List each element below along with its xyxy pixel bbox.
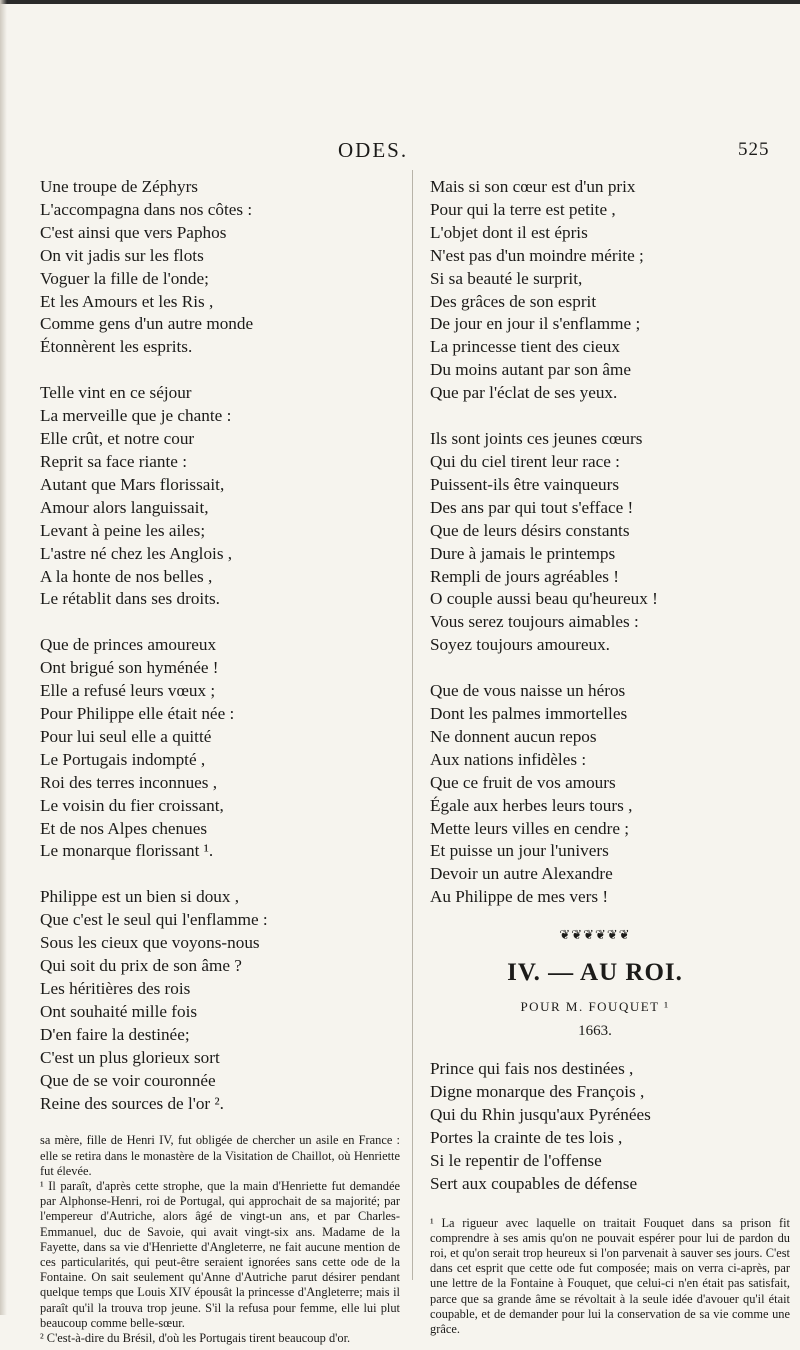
verse-line: O couple aussi beau qu'heureux ! <box>430 589 658 609</box>
right-footnotes <box>430 1216 790 1338</box>
verse-line: Devoir un autre Alexandre <box>430 864 613 884</box>
verse-line: Qui soit du prix de son âme ? <box>40 956 242 976</box>
verse-line: Que de vous naisse un héros <box>430 681 626 701</box>
verse-line: Si le repentir de l'offense <box>430 1150 602 1170</box>
verse-line: Aux nations infidèles : <box>430 749 587 769</box>
verse-line: Puissent-ils être vainqueurs <box>430 474 620 494</box>
verse-line: Soyez toujours amoureux. <box>430 635 610 655</box>
verse-line: Dont les palmes immortelles <box>430 704 628 724</box>
stanza <box>430 1058 795 1195</box>
verse-line: Les héritières des rois <box>40 979 191 998</box>
stanza-gap <box>40 863 405 886</box>
left-verses <box>40 176 405 1115</box>
verse-line: Voguer la fille de l'onde; <box>40 268 209 288</box>
verse-line: On vit jadis sur les flots <box>40 245 204 265</box>
verse-line: De jour en jour il s'enflamme ; <box>430 314 641 334</box>
verse-line: Mais si son cœur est d'un prix <box>430 177 636 196</box>
verse-line: N'est pas d'un moindre mérite ; <box>430 245 644 265</box>
verse-line: Si sa beauté le surprit, <box>430 268 583 288</box>
fleuron-ornament: ❦❦❦❦❦❦ <box>559 927 631 943</box>
verse-line: Levant à peine les ailes; <box>40 520 206 540</box>
stanza <box>40 634 405 863</box>
stanza-gap <box>40 611 405 634</box>
section-dedication: POUR M. FOUQUET ¹ <box>520 999 670 1015</box>
verse-line: Et de nos Alpes chenues <box>40 818 208 838</box>
ode-opening-verses <box>430 1058 795 1195</box>
verse-line: C'est ainsi que vers Paphos <box>40 222 227 242</box>
verse-line: Amour alors languissait, <box>40 497 209 517</box>
stanza-gap <box>430 657 795 680</box>
stanza <box>430 680 795 909</box>
verse-line: Que c'est le seul qui l'enflamme : <box>40 910 268 930</box>
verse-line: Prince qui fais nos destinées , <box>430 1059 634 1079</box>
verse-line: Des grâces de son esprit <box>430 291 597 311</box>
verse-line: Ont brigué son hyménée ! <box>40 658 219 678</box>
section-year: 1663. <box>578 1023 612 1040</box>
verse-line: Philippe est un bien si doux , <box>40 887 240 907</box>
verse-line: Que de se voir couronnée <box>40 1070 216 1090</box>
verse-line: Le monarque florissant ¹. <box>40 841 214 861</box>
verse-line: Une troupe de Zéphyrs <box>40 177 198 196</box>
verse-line: Ne donnent aucun repos <box>430 726 597 746</box>
verse-line: D'en faire la destinée; <box>40 1024 190 1044</box>
verse-line: Que par l'éclat de ses yeux. <box>430 383 618 403</box>
verse-line: Qui du Rhin jusqu'aux Pyrénées <box>430 1105 651 1124</box>
verse-line: Sert aux coupables de défense <box>430 1173 638 1193</box>
verse-line: Que ce fruit de vos amours <box>430 772 616 792</box>
verse-line: Le Portugais indompté , <box>40 749 206 769</box>
verse-line: Le rétablit dans ses droits. <box>40 589 220 609</box>
verse-line: Et les Amours et les Ris , <box>40 291 214 311</box>
left-footnotes <box>40 1133 400 1346</box>
verse-line: Au Philippe de mes vers ! <box>430 887 609 907</box>
verse-line: Rempli de jours agréables ! <box>430 566 620 586</box>
verse-line: Égale aux herbes leurs tours , <box>430 795 633 815</box>
verse-line: Que de leurs désirs constants <box>430 520 630 540</box>
verse-line: Et puisse un jour l'univers <box>430 841 609 861</box>
left-column <box>40 176 405 1346</box>
verse-line: Elle crût, et notre cour <box>40 429 195 449</box>
verse-line: Autant que Mars florissait, <box>40 474 225 494</box>
page-top-edge <box>0 0 800 4</box>
verse-line: Comme gens d'un autre monde <box>40 314 254 334</box>
verse-line: La merveille que je chante : <box>40 406 232 426</box>
verse-line: Portes la crainte de tes lois , <box>430 1127 623 1147</box>
verse-line: Pour lui seul elle a quitté <box>40 726 212 746</box>
verse-line: Sous les cieux que voyons-nous <box>40 933 260 953</box>
verse-line: Des ans par qui tout s'efface ! <box>430 497 634 517</box>
verse-line: Ils sont joints ces jeunes cœurs <box>430 429 643 449</box>
verse-line: Elle a refusé leurs vœux ; <box>40 681 216 701</box>
right-column <box>430 176 795 1350</box>
stanza <box>40 176 405 359</box>
page-header <box>0 138 800 168</box>
section-title: IV. — AU ROI. <box>507 959 683 987</box>
footnote: ¹ La rigueur avec laquelle on traitait Fouquet dans sa prison fit comprendre à ses amis qu'on ne pouvait espérer pour lui de pardon du roi, et qu'on serait trop heureux si l'on parvenait à sauver ses jours. C'est dans cet esprit que cette ode fut composée; mais on verra ci-après, par une lettre de la Fontaine à Fouquet, que celui-ci n'en était pas satisfait, parce que sa grande âme se révoltait à la seule idée d'avouer qu'il était coupable, et de demander pour lui la conservation de sa vie comme une grâce. <box>430 1215 790 1337</box>
verse-line: L'objet dont il est épris <box>430 222 588 242</box>
verse-line: A la honte de nos belles , <box>40 566 213 586</box>
running-title: ODES. <box>338 138 409 162</box>
stanza-gap <box>40 359 405 382</box>
column-divider <box>412 170 413 1280</box>
footnote: ¹ Il paraît, d'après cette strophe, que la main d'Henriette fut demandée par Alphonse-Henri, roi de Portugal, qui approchait de sa majorité; par l'empereur d'Autriche, alors âgé de vingt-un ans, et par Charles-Emmanuel, duc de Savoie, qui avait vingt-six ans. Madame de la Fayette, dans sa vie d'Henriette d'Angleterre, ne fait aucune mention de ces particularités, qui peut-être seraient ignorées sans cette ode de la Fontaine. On sait seulement qu'Anne d'Autriche parut désirer pendant quelque temps que Louis XIV épousât la princesse d'Angleterre; mais il paraît qu'il la trouva trop jeune. S'il la refusa pour femme, elle lui plut beaucoup comme belle-sœur. <box>40 1179 400 1330</box>
verse-line: Mette leurs villes en cendre ; <box>430 818 630 838</box>
verse-line: Du moins autant par son âme <box>430 360 631 380</box>
footnote: ² C'est-à-dire du Brésil, d'où les Portugais tirent beaucoup d'or. <box>40 1331 351 1346</box>
stanza <box>40 886 405 1115</box>
verse-line: L'accompagna dans nos côtes : <box>40 199 253 219</box>
verse-line: Roi des terres inconnues , <box>40 772 218 792</box>
verse-line: Étonnèrent les esprits. <box>40 337 193 357</box>
verse-line: La princesse tient des cieux <box>430 337 620 357</box>
stanza <box>40 382 405 611</box>
stanza <box>430 176 795 405</box>
verse-line: Dure à jamais le printemps <box>430 543 616 563</box>
page-number: 525 <box>738 139 770 160</box>
verse-line: Reine des sources de l'or ². <box>40 1093 224 1113</box>
binding-shadow <box>0 0 7 1315</box>
verse-line: Pour qui la terre est petite , <box>430 199 616 219</box>
verse-line: Telle vint en ce séjour <box>40 383 192 403</box>
verse-line: Ont souhaité mille fois <box>40 1001 198 1021</box>
verse-line: C'est un plus glorieux sort <box>40 1047 220 1067</box>
verse-line: Le voisin du fier croissant, <box>40 795 224 815</box>
stanza-gap <box>430 405 795 428</box>
footnote: sa mère, fille de Henri IV, fut obligée de chercher un asile en France : elle se retira dans le monastère de la Visitation de Chaillot, où Henriette fut élevée. <box>40 1133 400 1178</box>
verse-line: Vous serez toujours aimables : <box>430 612 639 632</box>
verse-line: Pour Philippe elle était née : <box>40 704 235 724</box>
verse-line: Digne monarque des François , <box>430 1082 645 1102</box>
verse-line: Que de princes amoureux <box>40 635 217 655</box>
verse-line: Reprit sa face riante : <box>40 451 187 471</box>
verse-line: L'astre né chez les Anglois , <box>40 543 233 563</box>
verse-line: Qui du ciel tirent leur race : <box>430 451 620 471</box>
right-verses <box>430 176 795 909</box>
stanza <box>430 428 795 657</box>
